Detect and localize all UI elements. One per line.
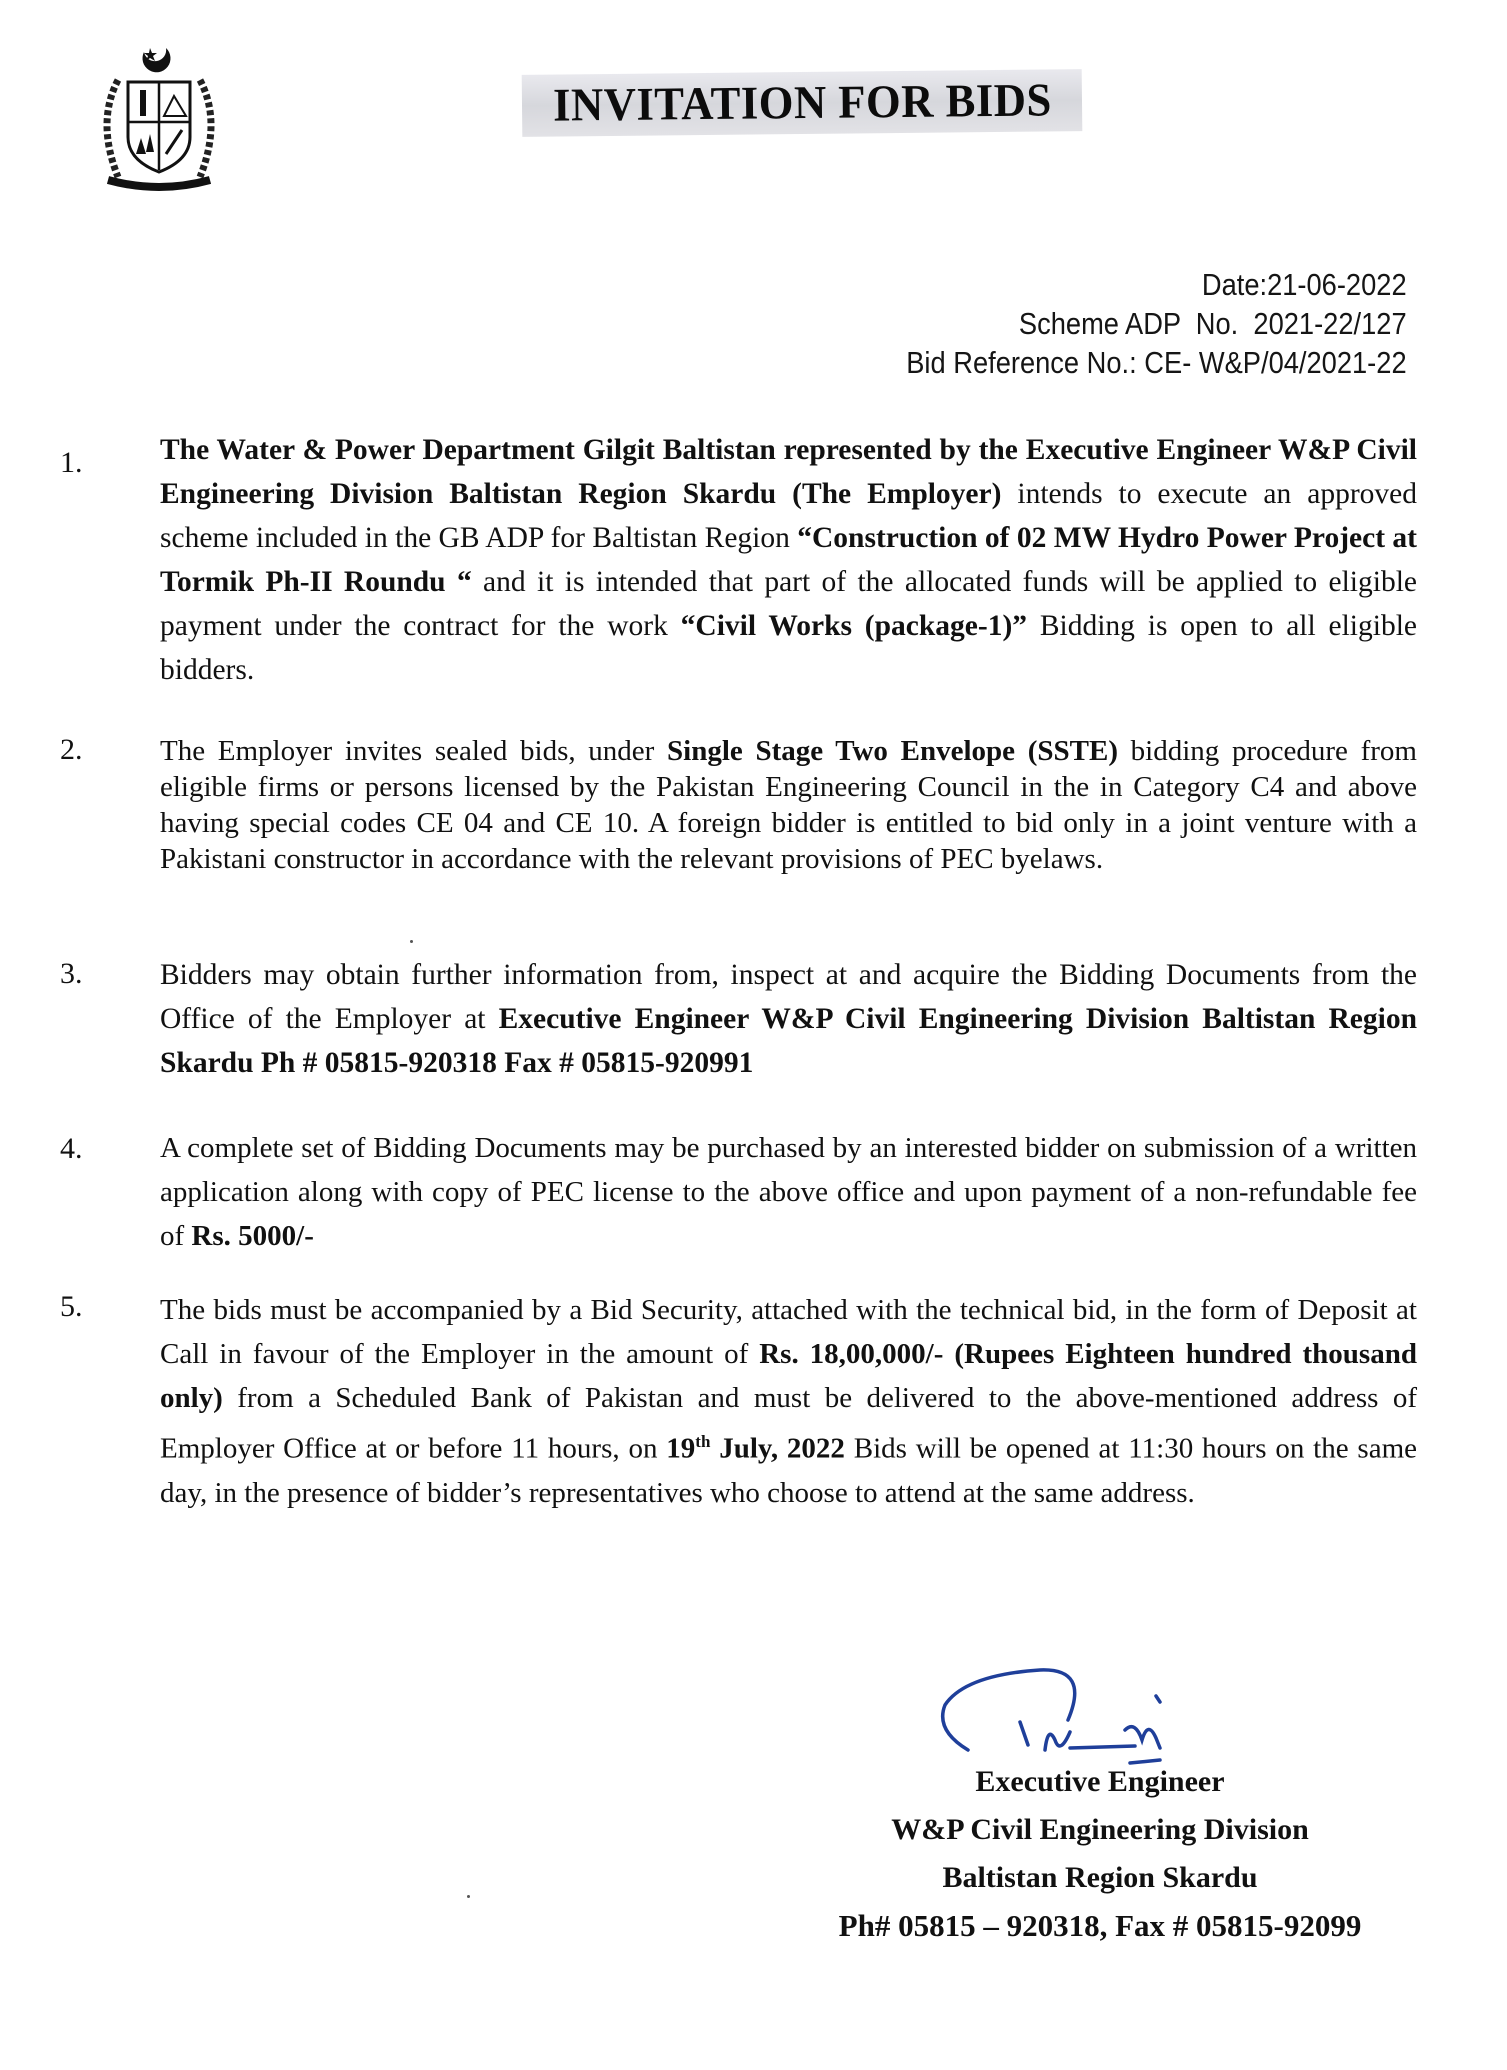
page-title: INVITATION FOR BIDS	[552, 74, 1052, 132]
emphasis-text: Rs. 5000/-	[191, 1220, 314, 1252]
body-text: bidding procedure from eligible firms or persons licensed by the Pakistan Engineering Council in the in Category C4 and above having special codes CE 04 and CE 10. A foreign bidder is entitled to bid only in a joint venture with a Pakistani constructor in accordance with the relevant provisions of PEC byelaws.	[160, 735, 1417, 875]
body-text: A complete set of Bidding Documents may be purchased by an interested bidder on submission of a written application along with copy of PEC license to the above office and upon payment of a non-refundable fee of	[160, 1132, 1417, 1252]
emphasis-text: Rs. 18,00,000/- (Rupees Eighteen hundred thousand only)	[160, 1338, 1417, 1414]
reference-block	[907, 265, 1407, 382]
clause-text	[160, 953, 1417, 1085]
clause-number: 2.	[60, 733, 83, 766]
clause-number: 4.	[60, 1132, 83, 1165]
clause-text	[160, 733, 1417, 877]
body-text: The bids must be accompanied by a Bid Security, attached with the technical bid, in the form of Deposit at Call in favour of the Employer in the amount of	[160, 1294, 1417, 1370]
gilgit-baltistan-emblem-icon	[78, 42, 238, 192]
body-text: from a Scheduled Bank of Pakistan and must be delivered to the above-mentioned address of Employer Office at or before 11 hours, on	[160, 1382, 1417, 1465]
signatory-division: W&P Civil Engineering Division	[891, 1813, 1309, 1846]
emphasis-text: “Civil Works (package-1)”	[680, 610, 1028, 642]
clause-text	[160, 1288, 1417, 1515]
emphasis-text: 19	[666, 1432, 696, 1465]
body-text: Bids will be opened at 11:30 hours on the same day, in the presence of bidder’s representatives who choose to attend at the same address.	[160, 1432, 1417, 1509]
emphasis-text: Single Stage Two Envelope (SSTE)	[667, 735, 1118, 767]
body-text: The Employer invites sealed bids, under	[160, 735, 668, 767]
body-text: Bidding is open to all eligible bidders.	[160, 610, 1417, 686]
signatory-designation: Executive Engineer	[975, 1765, 1225, 1798]
signatory-contact: Ph# 05815 – 920318, Fax # 05815-92099	[838, 1908, 1362, 1943]
ordinal-suffix: th	[695, 1432, 711, 1451]
emphasis-text: Executive Engineer W&P Civil Engineering Division Baltistan Region Skardu Ph # 05815-920318 Fax # 05815-920991	[160, 1003, 1417, 1079]
body-text: and it is intended that part of the allocated funds will be applied to eligible payment under the contract for the work	[160, 566, 1417, 642]
date-line: Date:21-06-2022	[1202, 267, 1407, 302]
clause-text	[160, 428, 1417, 692]
scan-speck	[410, 940, 413, 943]
scan-speck	[467, 1895, 470, 1898]
body-text: intends to execute an approved scheme included in the GB ADP for Baltistan Region	[160, 478, 1417, 554]
emphasis-text: “Construction of 02 MW Hydro Power Project at Tormik Ph-II Roundu “	[160, 522, 1417, 598]
title-banner	[522, 69, 1083, 137]
scheme-number: Scheme ADP No. 2021-22/127	[1019, 306, 1407, 341]
bid-reference: Bid Reference No.: CE- W&P/04/2021-22	[906, 345, 1407, 380]
clause-number: 5.	[60, 1290, 83, 1323]
body-text: Bidders may obtain further information from, inspect at and acquire the Bidding Documents from the Office of the Employer at	[160, 959, 1417, 1035]
emphasis-text: The Water & Power Department Gilgit Baltistan represented by the Executive Engineer W&P Civil Engineering Division Baltistan Region Skardu (The Employer)	[160, 434, 1417, 510]
signature-block	[780, 1758, 1420, 1950]
signatory-region: Baltistan Region Skardu	[942, 1861, 1258, 1894]
emphasis-text: July, 2022	[710, 1432, 845, 1465]
clause-number: 3.	[60, 957, 83, 990]
clause-number: 1.	[60, 446, 83, 479]
clause-text	[160, 1126, 1417, 1258]
